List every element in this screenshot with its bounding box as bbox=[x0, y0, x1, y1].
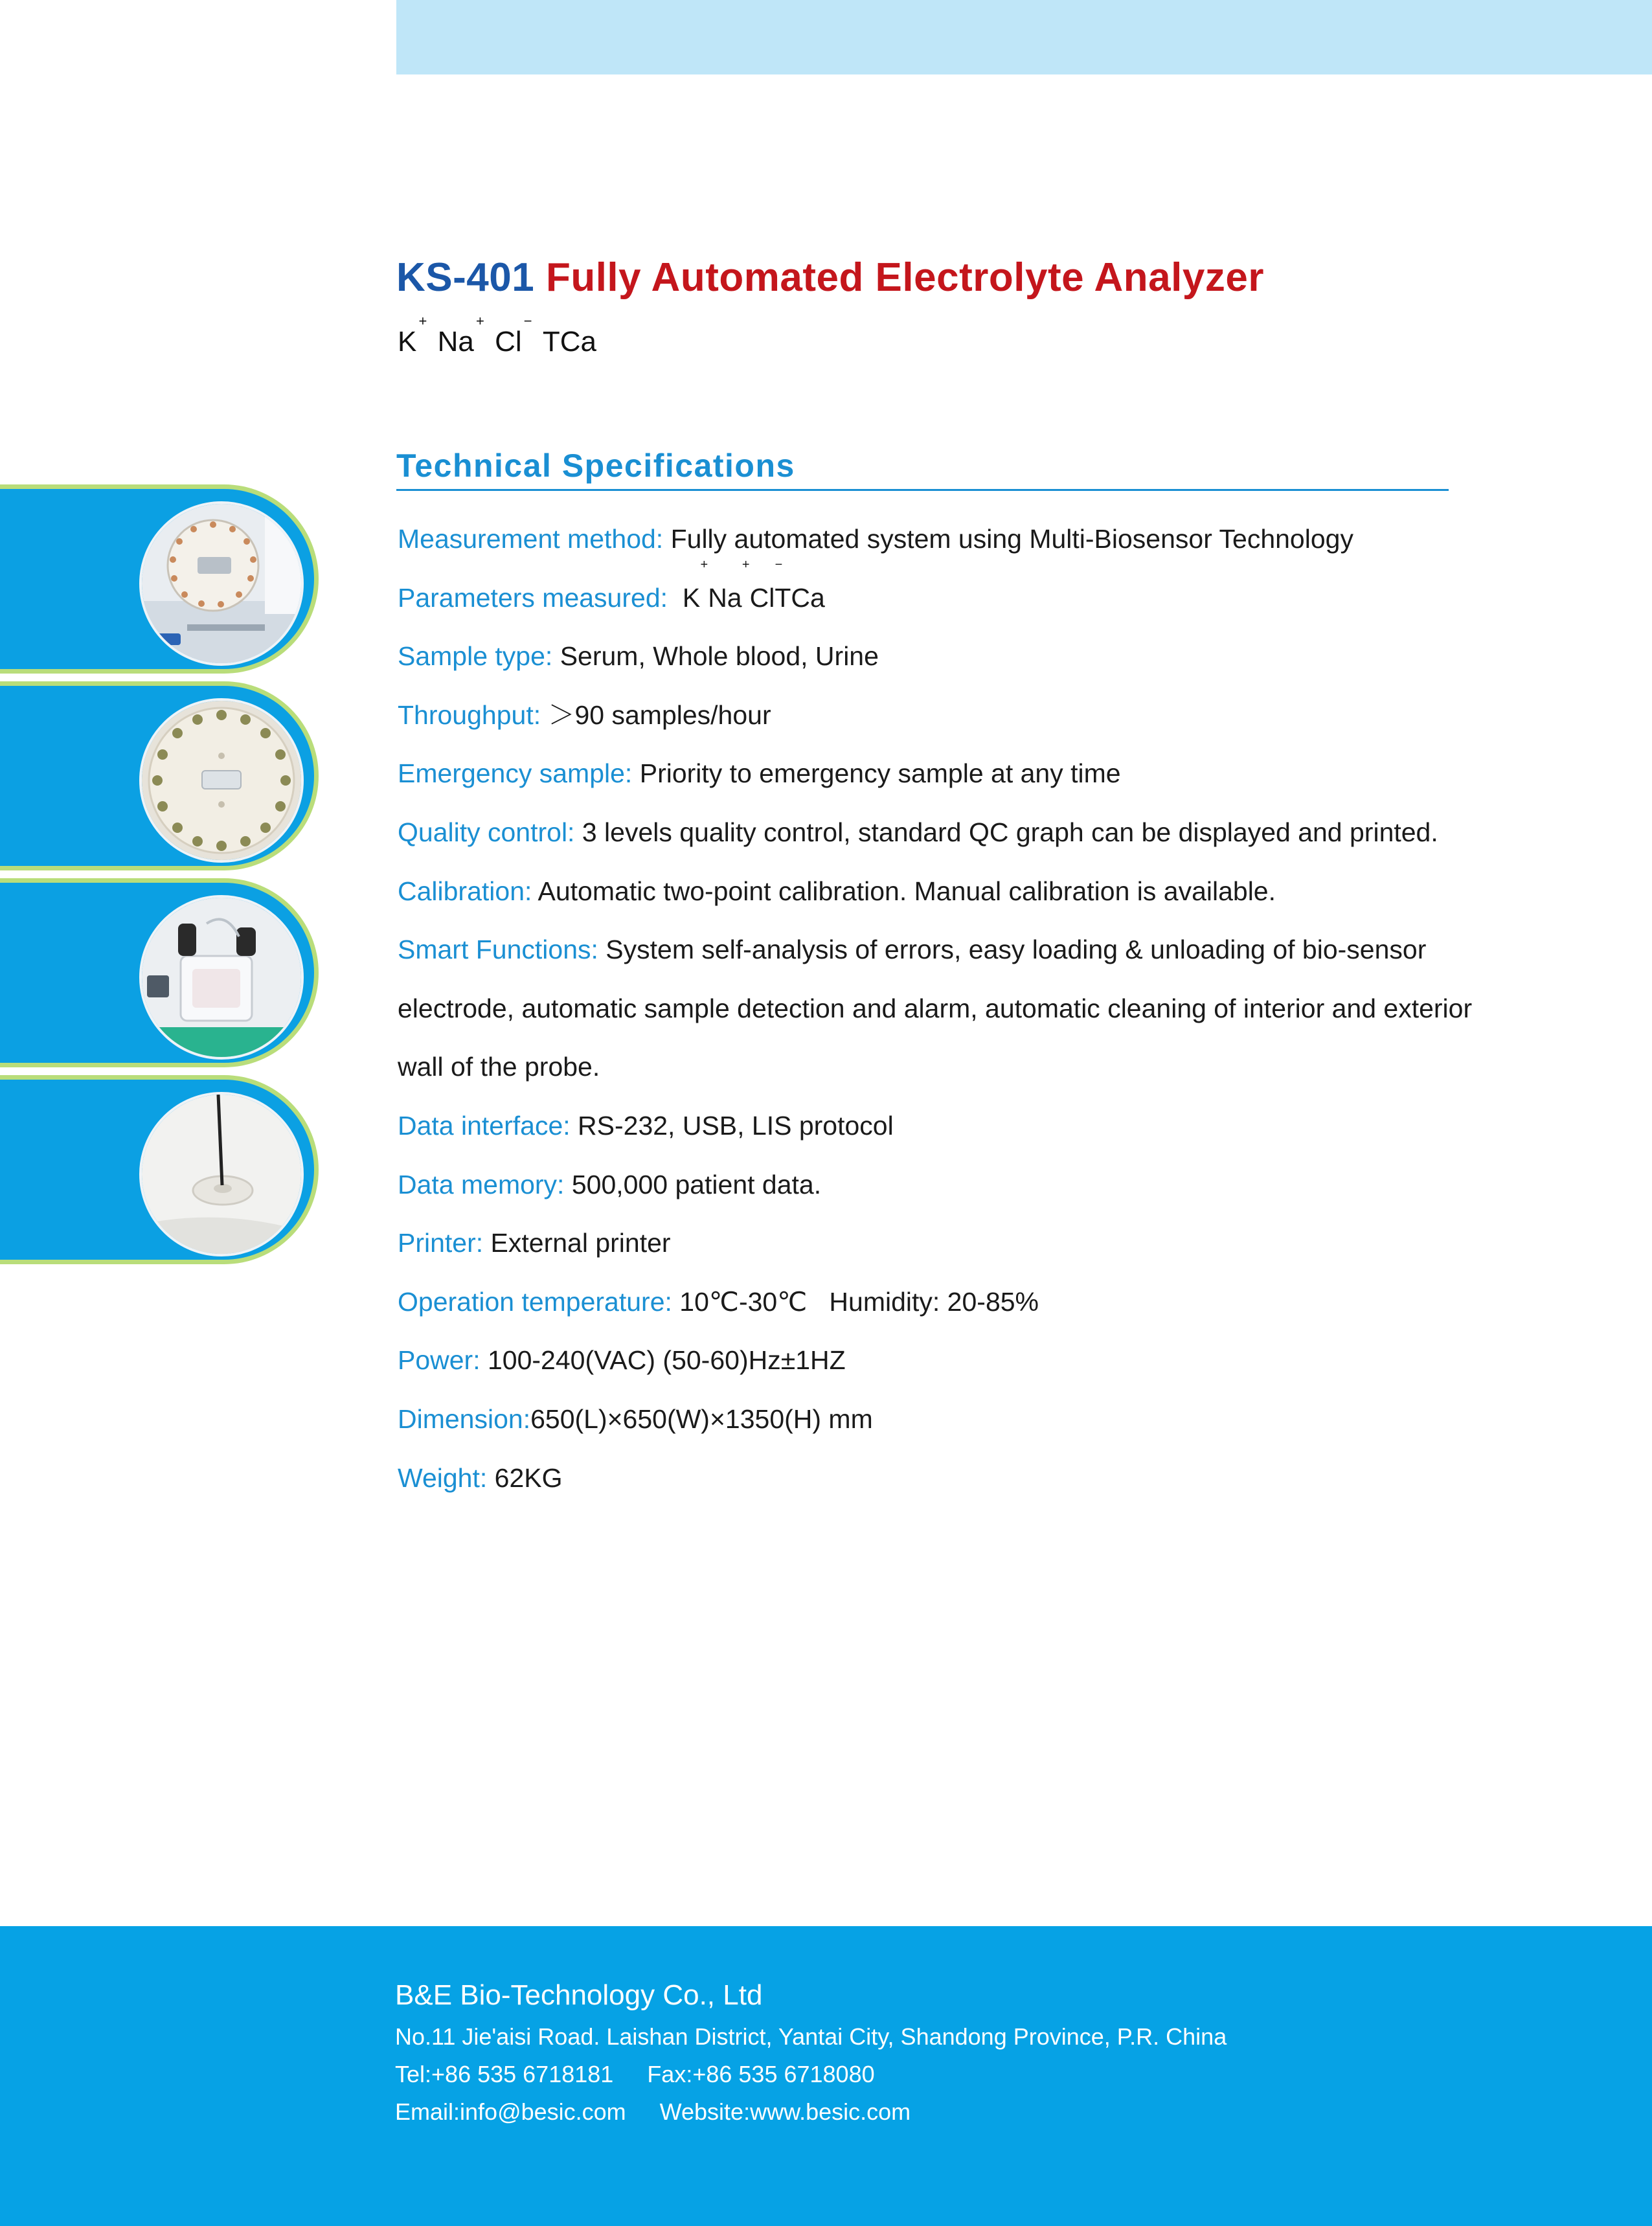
spec-operation-temperature: Operation temperature: 10℃-30℃ Humidity: 20-85% bbox=[398, 1286, 1039, 1317]
product-name: Fully Automated Electrolyte Analyzer bbox=[545, 255, 1264, 300]
probe-photo bbox=[139, 1092, 304, 1256]
spec-throughput: Throughput: ＞90 samples/hour bbox=[398, 699, 771, 730]
ion-na: Na + bbox=[437, 313, 484, 358]
spec-calibration: Calibration: Automatic two-point calibration. Manual calibration is available. bbox=[398, 876, 1276, 906]
ion-k: K + bbox=[398, 313, 427, 358]
spec-sample-type: Sample type: Serum, Whole blood, Urine bbox=[398, 641, 879, 672]
model-number: KS-401 bbox=[396, 255, 535, 300]
spec-parameters-measured: Parameters measured: K + Na + Cl − TCa bbox=[398, 557, 825, 613]
sample-carousel-photo bbox=[139, 698, 304, 863]
spec-weight: Weight: 62KG bbox=[398, 1462, 563, 1493]
contact-phone-fax bbox=[395, 2061, 875, 2088]
top-banner bbox=[396, 0, 1652, 74]
specs-heading: Technical Specifications bbox=[396, 448, 795, 484]
spec-measurement-method: Measurement method: Fully automated system using Multi-Biosensor Technology bbox=[398, 524, 1353, 554]
page-title bbox=[396, 255, 1264, 301]
tel-number: Tel:+86 535 6718181 bbox=[395, 2061, 614, 2087]
photo-tab-4 bbox=[0, 1075, 319, 1264]
sample-tray-photo bbox=[139, 501, 304, 666]
spec-data-memory: Data memory: 500,000 patient data. bbox=[398, 1169, 822, 1199]
spec-data-interface: Data interface: RS-232, USB, LIS protocol bbox=[398, 1110, 894, 1141]
company-name: B&E Bio-Technology Co., Ltd bbox=[395, 1979, 763, 2011]
spec-emergency-sample: Emergency sample: Priority to emergency sample at any time bbox=[398, 758, 1121, 789]
ion-list bbox=[398, 313, 596, 358]
spec-smart-functions: Smart Functions: System self-analysis of errors, easy loading & unloading of bio-sensor electrode, automatic sample detection and alarm, automatic cleaning of interior and exterior wall of the probe. bbox=[398, 935, 1473, 1082]
spec-power: Power: 100-240(VAC) (50-60)Hz±1HZ bbox=[398, 1345, 846, 1376]
fax-number: Fax:+86 535 6718080 bbox=[647, 2061, 875, 2087]
spec-parameters-value: K + Na + Cl − TCa bbox=[682, 557, 825, 613]
ion-tca: TCa bbox=[542, 326, 596, 358]
email-link[interactable]: Email:info@besic.com bbox=[395, 2098, 626, 2125]
specs-divider bbox=[396, 489, 1449, 491]
contact-email-web bbox=[395, 2098, 911, 2126]
spec-printer: Printer: External printer bbox=[398, 1228, 671, 1258]
fluid-module-photo bbox=[139, 895, 304, 1060]
specs-list bbox=[398, 510, 1486, 1507]
website-link[interactable]: Website:www.besic.com bbox=[659, 2098, 911, 2125]
company-address: No.11 Jie'aisi Road. Laishan District, Yantai City, Shandong Province, P.R. China bbox=[395, 2023, 1227, 2050]
ion-cl: Cl − bbox=[495, 313, 532, 358]
spec-quality-control: Quality control: 3 levels quality control, standard QC graph can be displayed and printed. bbox=[398, 817, 1438, 847]
footer bbox=[0, 1926, 1652, 2226]
photo-tab-3 bbox=[0, 878, 319, 1067]
photo-tab-2 bbox=[0, 681, 319, 870]
spec-dimension: Dimension:650(L)×650(W)×1350(H) mm bbox=[398, 1403, 873, 1434]
photo-tab-1 bbox=[0, 484, 319, 674]
